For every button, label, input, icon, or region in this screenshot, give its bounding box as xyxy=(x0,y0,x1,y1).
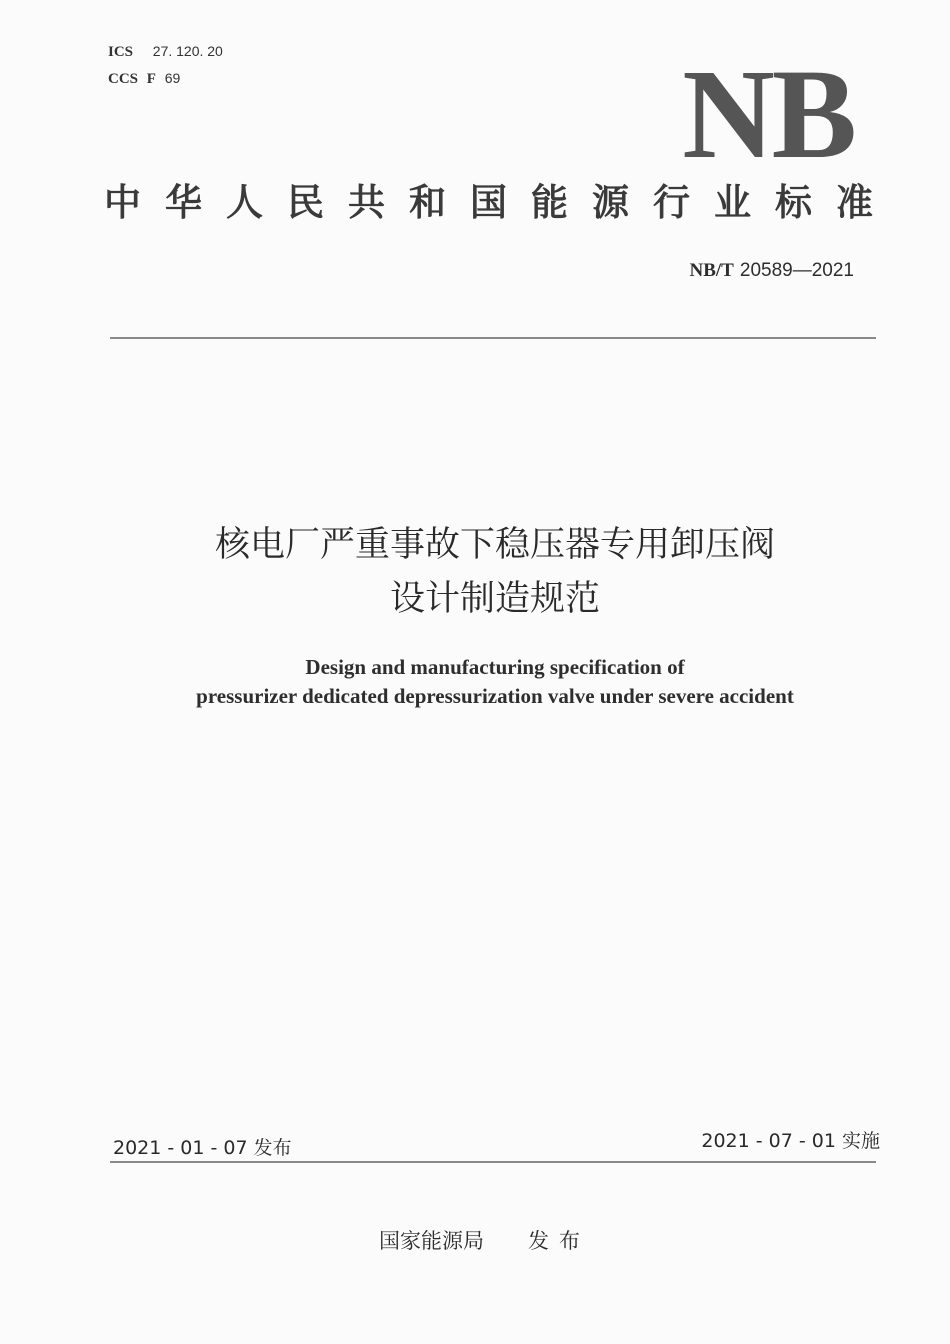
nb-logo: NB xyxy=(682,43,854,185)
standard-prefix: NB/T xyxy=(689,260,734,281)
english-title-line-1: Design and manufacturing specification of xyxy=(305,655,685,679)
ccs-label: CCS xyxy=(108,71,139,87)
issue-date: 2021 - 01 - 07 发布 xyxy=(113,1137,292,1159)
publisher xyxy=(379,1228,590,1254)
english-title-line-2: pressurizer dedicated depressurization valve under severe accident xyxy=(196,684,794,708)
ccs-number: 69 xyxy=(164,70,181,86)
ccs-classification xyxy=(108,69,180,88)
ics-classification xyxy=(108,42,223,61)
publisher-name: 国家能源局 xyxy=(379,1229,484,1253)
publisher-action: 发布 xyxy=(528,1229,590,1253)
chinese-title-line-2: 设计制造规范 xyxy=(389,579,600,619)
chinese-title-line-1: 核电厂严重事故下稳压器专用卸压阀 xyxy=(214,525,775,565)
top-divider xyxy=(110,337,876,339)
standard-code: 20589—2021 xyxy=(739,260,854,281)
ics-label: ICS xyxy=(108,44,134,60)
standard-number xyxy=(689,259,854,282)
implementation-date: 2021 - 07 - 01 实施 xyxy=(701,1130,880,1152)
ccs-letter: F xyxy=(146,71,156,87)
issuer-title: 中华人民共和国能源行业标准 xyxy=(104,181,897,224)
ics-value: 27. 120. 20 xyxy=(152,43,223,59)
bottom-divider xyxy=(110,1161,876,1163)
